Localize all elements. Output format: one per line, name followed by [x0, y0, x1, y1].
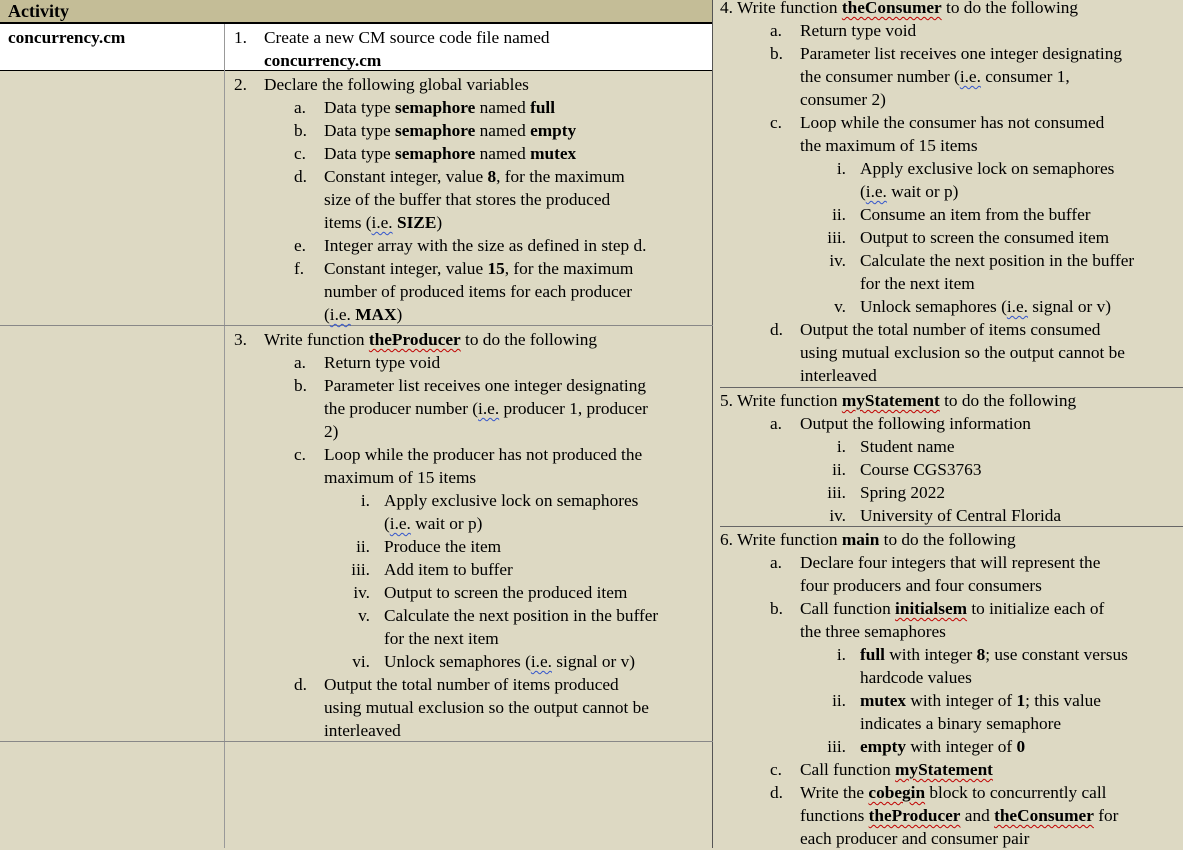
step-3-number: 3. — [234, 330, 247, 349]
step-6b-line-1: Call function initialsem to initialize each of — [800, 599, 1105, 618]
step-2c-text: Data type semaphore named mutex — [324, 144, 577, 163]
step-5-rule — [720, 526, 1183, 527]
step-6a-marker: a. — [770, 553, 782, 572]
step-3c-i-line-1: Apply exclusive lock on semaphores — [384, 491, 639, 510]
step-5-item-4-text: University of Central Florida — [860, 506, 1062, 525]
step-3b-line-1: Parameter list receives one integer designating — [324, 376, 646, 395]
step-3b-line-2: the producer number (i.e. producer 1, producer — [324, 399, 648, 418]
step-3c-ii-marker: ii. — [356, 537, 370, 556]
step-5-item-3-text: Spring 2022 — [860, 483, 945, 502]
step-2e-marker: e. — [294, 236, 306, 255]
step-2f-line-2: number of produced items for each producer — [324, 282, 633, 301]
step-4b-marker: b. — [770, 44, 783, 63]
step-2d-line-2: size of the buffer that stores the produced — [324, 190, 611, 209]
step-6b-ii-line-2: indicates a binary semaphore — [860, 714, 1062, 733]
step-3a-marker: a. — [294, 353, 306, 372]
step-3c-v-line-2: for the next item — [384, 629, 499, 648]
step-1-number: 1. — [234, 28, 247, 47]
step-3c-iv-text: Output to screen the produced item — [384, 583, 628, 602]
step-2e-text: Integer array with the size as defined in step d. — [324, 236, 647, 255]
step-5-item-3-marker: iii. — [827, 483, 846, 502]
step-6b-marker: b. — [770, 599, 783, 618]
step-6a-line-2: four producers and four consumers — [800, 576, 1042, 595]
step-4c-iv-line-2: for the next item — [860, 274, 975, 293]
step-3c-vi-marker: vi. — [352, 652, 370, 671]
step-5a-text: Output the following information — [800, 414, 1031, 433]
step-6d-line-3: each producer and consumer pair — [800, 829, 1030, 848]
step-3c-ii-text: Produce the item — [384, 537, 502, 556]
step-4-rule — [720, 387, 1183, 388]
step-6d-marker: d. — [770, 783, 783, 802]
step-3c-v-marker: v. — [358, 606, 370, 625]
step-3c-iii-text: Add item to buffer — [384, 560, 513, 579]
step-3c-iii-marker: iii. — [351, 560, 370, 579]
step-4d-line-1: Output the total number of items consumed — [800, 320, 1101, 339]
step-4-header: 4. Write function theConsumer to do the following — [720, 0, 1079, 17]
step-4c-ii-marker: ii. — [832, 205, 846, 224]
step-2b-marker: b. — [294, 121, 307, 140]
step-3d-line-3: interleaved — [324, 721, 401, 740]
step-4a-text: Return type void — [800, 21, 917, 40]
step-6d-line-1: Write the cobegin block to concurrently call — [800, 783, 1107, 802]
step-4c-line-2: the maximum of 15 items — [800, 136, 978, 155]
step-4b-line-2: the consumer number (i.e. consumer 1, — [800, 67, 1070, 86]
step-3c-iv-marker: iv. — [353, 583, 370, 602]
step-6b-ii-line-1: mutex with integer of 1; this value — [860, 691, 1101, 710]
column-divider — [224, 24, 225, 848]
step-4c-i-line-2: (i.e. wait or p) — [860, 182, 959, 201]
step-2-text: Declare the following global variables — [264, 75, 529, 94]
step-5-item-2-text: Course CGS3763 — [860, 460, 982, 479]
step-4c-v-text: Unlock semaphores (i.e. signal or v) — [860, 297, 1112, 316]
step-3b-line-3: 2) — [324, 422, 339, 441]
step-4c-marker: c. — [770, 113, 782, 132]
step-4c-iii-marker: iii. — [827, 228, 846, 247]
step-3c-i-line-2: (i.e. wait or p) — [384, 514, 483, 533]
step-2d-marker: d. — [294, 167, 307, 186]
step-6b-ii-marker: ii. — [832, 691, 846, 710]
step-4d-line-2: using mutual exclusion so the output cannot be — [800, 343, 1125, 362]
step-4c-line-1: Loop while the consumer has not consumed — [800, 113, 1105, 132]
step-4c-i-marker: i. — [836, 159, 846, 178]
step-3c-line-1: Loop while the producer has not produced the — [324, 445, 643, 464]
step-6d-line-2: functions theProducer and theConsumer for — [800, 806, 1119, 825]
step-5-item-2-marker: ii. — [832, 460, 846, 479]
step-5a-marker: a. — [770, 414, 782, 433]
step-6b-i-line-1: full with integer 8; use constant versus — [860, 645, 1128, 664]
step-4c-iv-line-1: Calculate the next position in the buffer — [860, 251, 1135, 270]
file-label: concurrency.cm — [8, 28, 126, 47]
table-header — [0, 0, 712, 22]
step-6c-marker: c. — [770, 760, 782, 779]
step-2f-line-1: Constant integer, value 15, for the maximum — [324, 259, 634, 278]
step-6b-iii-text: empty with integer of 0 — [860, 737, 1026, 756]
step-4c-ii-text: Consume an item from the buffer — [860, 205, 1091, 224]
step-2f-marker: f. — [294, 259, 305, 278]
step-4c-iii-text: Output to screen the consumed item — [860, 228, 1110, 247]
step-6b-i-line-2: hardcode values — [860, 668, 972, 687]
step-3b-marker: b. — [294, 376, 307, 395]
step-2a-text: Data type semaphore named full — [324, 98, 556, 117]
step-4b-line-1: Parameter list receives one integer designating — [800, 44, 1122, 63]
step-6b-line-2: the three semaphores — [800, 622, 946, 641]
step-3a-text: Return type void — [324, 353, 441, 372]
step-3d-marker: d. — [294, 675, 307, 694]
step-4a-marker: a. — [770, 21, 782, 40]
step-3c-i-marker: i. — [360, 491, 370, 510]
step-6b-i-marker: i. — [836, 645, 846, 664]
step-1-file: concurrency.cm — [264, 51, 382, 70]
step-2f-line-3: (i.e. MAX) — [324, 305, 403, 324]
step-2a-marker: a. — [294, 98, 306, 117]
step-3c-v-line-1: Calculate the next position in the buffer — [384, 606, 659, 625]
step-3d-line-2: using mutual exclusion so the output cannot be — [324, 698, 649, 717]
step-4c-v-marker: v. — [834, 297, 846, 316]
step-6-header: 6. Write function main to do the following — [720, 530, 1016, 549]
step-2-number: 2. — [234, 75, 247, 94]
step-3c-marker: c. — [294, 445, 306, 464]
step-6c-text: Call function myStatement — [800, 760, 993, 779]
step-4c-iv-marker: iv. — [829, 251, 846, 270]
center-divider — [712, 0, 713, 848]
step-2d-line-3: items (i.e. SIZE) — [324, 213, 443, 232]
step-5-item-4-marker: iv. — [829, 506, 846, 525]
step-2c-marker: c. — [294, 144, 306, 163]
step-5-item-1-marker: i. — [836, 437, 846, 456]
step-2b-text: Data type semaphore named empty — [324, 121, 577, 140]
step-2d-line-1: Constant integer, value 8, for the maximum — [324, 167, 625, 186]
step-3c-line-2: maximum of 15 items — [324, 468, 477, 487]
step-3c-vi-text: Unlock semaphores (i.e. signal or v) — [384, 652, 636, 671]
step-6a-line-1: Declare four integers that will represent the — [800, 553, 1101, 572]
step-3-text: Write function theProducer to do the following — [264, 330, 598, 349]
step-5-header: 5. Write function myStatement to do the following — [720, 391, 1077, 410]
step-1-text: Create a new CM source code file named — [264, 28, 550, 47]
step-5-item-1-text: Student name — [860, 437, 955, 456]
step-3d-line-1: Output the total number of items produced — [324, 675, 619, 694]
step-4b-line-3: consumer 2) — [800, 90, 886, 109]
step-4d-line-3: interleaved — [800, 366, 877, 385]
header-activity: Activity — [8, 1, 69, 21]
step-4d-marker: d. — [770, 320, 783, 339]
step-4c-i-line-1: Apply exclusive lock on semaphores — [860, 159, 1115, 178]
step-6b-iii-marker: iii. — [827, 737, 846, 756]
